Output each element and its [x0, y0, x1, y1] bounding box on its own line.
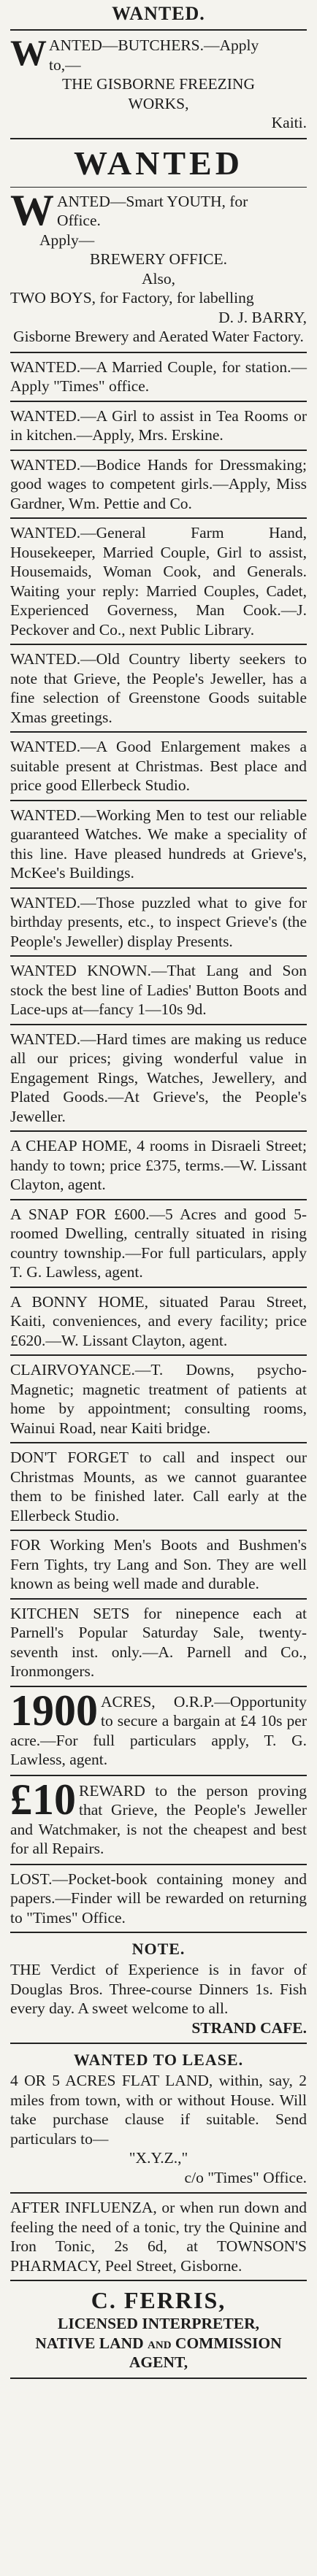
- ad-line: ANTED—BUTCHERS.—Apply: [49, 36, 259, 54]
- note-heading: NOTE.: [131, 1940, 186, 1958]
- ad-bonny-home: A BONNY HOME, situated Parau Street, Kaiti, conveniences, and every facility; price £620.—W. Lissant Clayton, agent.: [10, 1292, 307, 1349]
- divider: [10, 517, 307, 519]
- ad-line: TWO BOYS, for Factory, for labelling: [10, 289, 254, 306]
- divider: [10, 2043, 307, 2044]
- ad-text: REWARD to the person proving that Grieve, the People's Jeweller and Watchmaker, is not the cheapest and best for all Repairs.: [10, 1781, 307, 1857]
- divider: [10, 1199, 307, 1200]
- ad-reward: [10, 1775, 307, 1859]
- section-heading: WANTED.: [112, 3, 205, 24]
- divider: [10, 1287, 307, 1288]
- divider: [10, 352, 307, 353]
- divider: [10, 1130, 307, 1132]
- big-number: £10: [10, 1775, 76, 1824]
- ad-influenza: AFTER INFLUENZA, or when run down and feeling the need of a tonic, try the Quinine and Iron Tonic, 2s 6d, at TOWNSON'S PHARMACY, Peel Street, Gisborne.: [10, 2199, 307, 2275]
- ad-brewery: [10, 185, 307, 347]
- ferris-line: AGENT,: [129, 2353, 188, 2371]
- lease-heading: WANTED TO LEASE.: [73, 2051, 244, 2069]
- ad-butchers: [10, 32, 307, 134]
- ad-bodice: WANTED.—Bodice Hands for Dressmaking; good wages to competent girls.—Apply, Miss Gardner, Wm. Pettie and Co.: [10, 455, 307, 512]
- big-number: 1900: [10, 1686, 98, 1735]
- divider: [10, 1442, 307, 1443]
- divider: [10, 1598, 307, 1600]
- ad-signed: D. J. BARRY,: [218, 308, 307, 326]
- ad-working-men: WANTED.—Working Men to test our reliable guaranteed Watches. We make a speciality of this line. Have pleased hundreds at Grieve's, McKee's Buildings.: [10, 806, 307, 882]
- divider: [10, 887, 307, 889]
- ad-text: 4 OR 5 ACRES FLAT LAND, within, say, 2 miles from town, with or without House. Will take purchase clause if suitable. Send particulars to—: [10, 2072, 307, 2148]
- ad-company: Gisborne Brewery and Aerated Water Factory.: [13, 328, 304, 345]
- divider: [10, 1864, 307, 1865]
- divider: [10, 2280, 307, 2281]
- ad-lang-son: WANTED KNOWN.—That Lang and Son stock the best line of Ladies' Button Boots and Lace-ups at—fancy 1—10s 9d.: [10, 962, 307, 1018]
- ad-cheap-home: A CHEAP HOME, 4 rooms in Disraeli Street; handy to town; price £375, terms.—W. Lissant Clayton, agent.: [10, 1137, 307, 1193]
- ad-place: Kaiti.: [271, 114, 307, 131]
- ad-old-country: WANTED.—Old Country liberty seekers to note that Grieve, the People's Jeweller, has a fine selection of Greenstone Goods suitable Xmas greetings.: [10, 650, 307, 726]
- ad-office: BREWERY OFFICE.: [90, 250, 227, 268]
- ad-signed: "X.Y.Z.,": [129, 2149, 188, 2167]
- ad-tea-rooms: WANTED.—A Girl to assist in Tea Rooms or in kitchen.—Apply, Mrs. Erskine.: [10, 406, 307, 444]
- drop-initial: W: [10, 185, 54, 234]
- ad-line: Also,: [142, 269, 175, 288]
- divider: [10, 731, 307, 733]
- divider: [10, 1530, 307, 1531]
- ad-clairvoyance: CLAIRVOYANCE.—T. Downs, psycho-Magnetic; magnetic treatment of patients at home by appointment; consulting rooms, Wainui Road, near Kaiti bridge.: [10, 1361, 307, 1437]
- drop-initial: W: [10, 32, 47, 73]
- ad-lost: LOST.—Pocket-book containing money and papers.—Finder will be rewarded on returning to "Times" Office.: [10, 1870, 307, 1927]
- divider: [10, 800, 307, 801]
- ad-farm-hand: WANTED.—General Farm Hand, Housekeeper, Married Couple, Girl to assist, Housemaids, Woman Cook, and Generals. Waiting your reply: Married Couples, Cadet, Experienced Governess, Man Cook.—J. Peckover and Co., next Public Library.: [10, 524, 307, 639]
- ad-1900-acres: [10, 1686, 307, 1770]
- ad-dont-forget: DON'T FORGET to call and inspect our Christmas Mounts, as we cannot guarantee them to be finished later. Call early at the Ellerbeck Studio.: [10, 1449, 307, 1524]
- ad-firm: THE GISBORNE FREEZING: [62, 75, 255, 93]
- ad-married-couple: WANTED.—A Married Couple, for station.—Apply "Times" office.: [10, 358, 307, 395]
- divider: [10, 2192, 307, 2194]
- ad-ferris: [10, 2286, 307, 2373]
- ad-signed: STRAND CAFE.: [191, 2018, 307, 2037]
- ad-firm: WORKS,: [128, 94, 189, 112]
- ad-text: THE Verdict of Experience is in favor of Douglas Bros. Three-course Dinners 1s. Fish every day. A sweet welcome to all.: [10, 1961, 307, 2017]
- divider: [10, 450, 307, 451]
- ad-working-boots: FOR Working Men's Boots and Bushmen's Fern Tights, try Lang and Son. They are well known as being well made and durable.: [10, 1536, 307, 1592]
- divider: [10, 401, 307, 402]
- ad-snap: A SNAP FOR £600.—5 Acres and good 5-roomed Dwelling, centrally situated in rising country township.—For full particulars, apply T. G. Lawless, agent.: [10, 1205, 307, 1281]
- ad-hard-times: WANTED.—Hard times are making us reduce all our prices; giving wonderful value in Engagement Rings, Watches, Jewellery, and Plated Goods.—At Grieve's, the People's Jeweller.: [10, 1030, 307, 1125]
- divider: [10, 138, 307, 139]
- ad-line: to,—: [49, 55, 81, 74]
- divider: [10, 1354, 307, 1356]
- ad-kitchen-sets: KITCHEN SETS for ninepence each at Parnell's Popular Saturday Sale, twenty-seventh inst. only.—A. Parnell and Co., Ironmongers.: [10, 1604, 307, 1680]
- ferris-line: LICENSED INTERPRETER,: [58, 2315, 259, 2332]
- ad-enlargement: WANTED.—A Good Enlargement makes a suitable present at Christmas. Best place and price good Ellerbeck Studio.: [10, 738, 307, 794]
- divider: [10, 644, 307, 645]
- ad-line: Apply—: [39, 231, 95, 249]
- ad-line: Office.: [57, 212, 101, 229]
- ad-note: [10, 1937, 307, 2038]
- ad-line: ANTED—Smart YOUTH, for: [57, 192, 248, 210]
- ad-to-lease: [10, 2048, 307, 2188]
- divider: [10, 187, 307, 188]
- ad-puzzled: WANTED.—Those puzzled what to give for birthday presents, etc., to inspect Grieve's (the People's Jeweller) display Presents.: [10, 893, 307, 950]
- divider: [10, 2378, 307, 2379]
- ad-text: ACRES, O.R.P.—Opportunity to secure a bargain at £4 10s per acre.—For full particulars apply, T. G. Lawless, agent.: [10, 1692, 307, 1768]
- ferris-name: C. FERRIS,: [91, 2287, 226, 2313]
- divider: [10, 1024, 307, 1025]
- ad-care-of: c/o "Times" Office.: [184, 2168, 307, 2186]
- divider: [10, 955, 307, 957]
- wanted-banner: WANTED: [74, 144, 243, 182]
- divider: [10, 29, 307, 31]
- ferris-line: NATIVE LAND and COMMISSION: [35, 2334, 282, 2352]
- divider: [10, 1932, 307, 1933]
